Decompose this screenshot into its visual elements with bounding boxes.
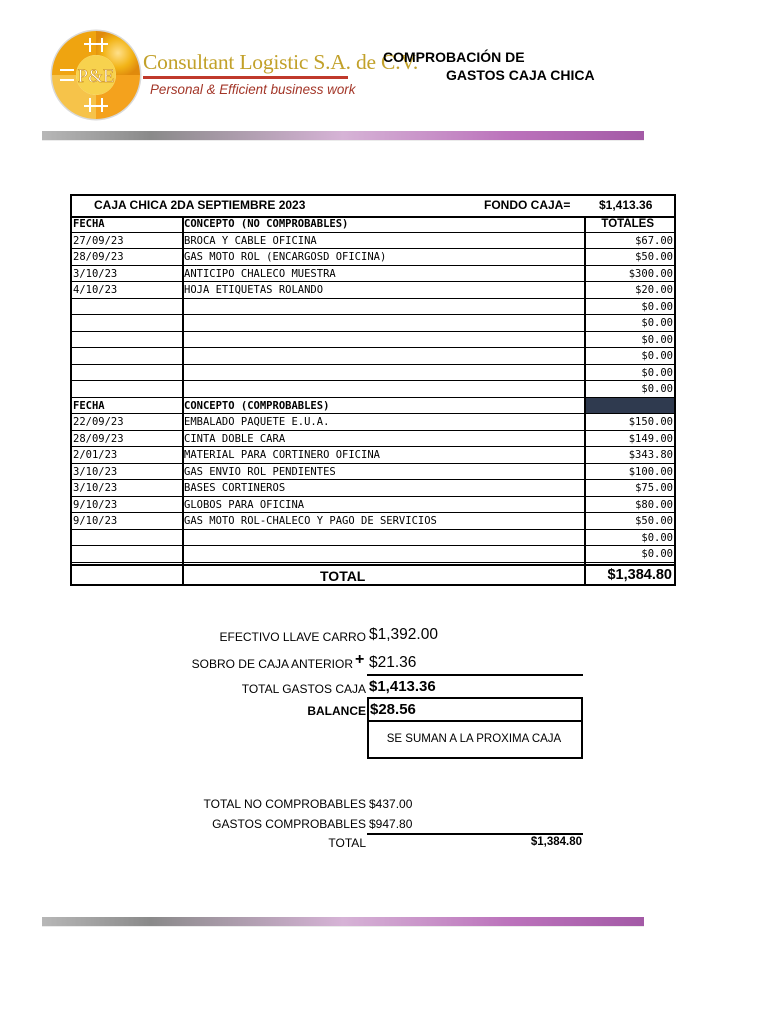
amount-cell: $80.00 [635,498,673,511]
amount-cell: $0.00 [641,548,673,560]
date-cell: 9/10/23 [73,515,118,527]
shaded-cell [585,398,674,414]
document-title-line-2: GASTOS CAJA CHICA [446,67,595,83]
concept-cell: MATERIAL PARA CORTINERO OFICINA [184,449,380,461]
ledger-total-label: TOTAL [320,568,366,584]
date-column-header: FECHA [73,218,105,230]
grand-total-label: TOTAL [328,836,366,850]
concept-cell: BROCA Y CABLE OFICINA [184,234,317,247]
amount-cell: $150.00 [628,416,673,428]
total-expenses-label: TOTAL GASTOS CAJA [241,682,366,696]
amount-cell: $75.00 [635,482,673,494]
company-tagline: Personal & Efficient business work [150,82,356,97]
amount-cell: $0.00 [641,350,673,362]
amount-cell: $149.00 [628,432,673,445]
cash-label: EFECTIVO LLAVE CARRO [219,630,366,644]
amount-cell: $0.00 [641,300,673,313]
document-title-line-1: COMPROBACIÓN DE [383,49,525,65]
amount-cell: $100.00 [628,465,673,478]
previous-surplus-value: $21.36 [369,654,417,671]
concept-cell: GAS MOTO ROL (ENCARGOSD OFICINA) [184,251,387,263]
concept-cell: BASES CORTINEROS [184,482,286,494]
column-divider [182,216,184,586]
company-name: Consultant Logistic S.A. de C.V. [143,50,419,74]
concept-column-header: CONCEPTO (COMPROBABLES) [184,399,330,412]
date-cell: 3/10/23 [73,465,118,478]
company-logo [50,22,142,128]
concept-cell: ANTICIPO CHALECO MUESTRA [184,267,336,280]
header-divider-stripe [42,131,644,140]
balance-box-divider [367,720,583,722]
date-cell: 3/10/23 [73,267,118,280]
date-cell: 28/09/23 [73,432,124,445]
petty-cash-ledger [70,194,676,586]
company-name-rule [143,76,348,79]
concept-column-header: CONCEPTO (NO COMPROBABLES) [184,218,349,230]
date-cell: 9/10/23 [73,498,118,511]
plus-sign: + [355,651,365,668]
fund-value: $1,413.36 [599,198,653,212]
amount-cell: $0.00 [641,383,673,395]
concept-cell: GAS ENVIO ROL PENDIENTES [184,465,336,478]
grand-total-value: $1,384.80 [530,836,582,848]
concept-cell: CINTA DOBLE CARA [184,432,286,445]
verifiable-expenses-value: $947.80 [369,817,413,831]
ledger-title-row [72,196,674,218]
verifiable-expenses-label: GASTOS COMPROBABLES [212,817,366,831]
amount-cell: $20.00 [635,284,673,296]
amount-cell: $67.00 [635,234,673,247]
amount-cell: $50.00 [635,515,673,527]
amount-cell: $343.80 [628,449,673,461]
date-cell: 27/09/23 [73,234,124,247]
sum-rule [367,674,583,676]
amount-cell: $0.00 [641,317,673,329]
amount-cell: $0.00 [641,333,673,346]
amount-cell: $50.00 [635,251,673,263]
logo-text: P&E [77,66,115,87]
balance-note: SE SUMAN A LA PROXIMA CAJA [386,733,562,745]
amount-cell: $0.00 [641,531,673,544]
fund-label: FONDO CAJA= [484,198,571,212]
column-divider [584,216,586,586]
date-cell: 22/09/23 [73,416,124,428]
non-verifiable-total-label: TOTAL NO COMPROBABLES [203,797,366,811]
previous-surplus-label: SOBRO DE CAJA ANTERIOR [191,657,353,671]
date-column-header: FECHA [73,399,105,412]
balance-label: BALANCE [307,704,366,718]
amount-cell: $0.00 [641,366,673,379]
concept-cell: HOJA ETIQUETAS ROLANDO [184,284,324,296]
grand-total-rule [367,833,583,835]
ledger-total-value: $1,384.80 [607,567,672,583]
concept-cell: GAS MOTO ROL-CHALECO Y PAGO DE SERVICIOS [184,515,437,527]
concept-cell: EMBALADO PAQUETE E.U.A. [184,416,330,428]
cash-value: $1,392.00 [369,626,438,643]
footer-divider-stripe [42,917,644,926]
amount-cell: $300.00 [628,267,673,280]
balance-value: $28.56 [370,701,416,718]
date-cell: 2/01/23 [73,449,118,461]
non-verifiable-total-value: $437.00 [369,797,413,811]
date-cell: 28/09/23 [73,251,124,263]
date-cell: 4/10/23 [73,284,118,296]
ledger-total-row [72,564,674,588]
ledger-title: CAJA CHICA 2DA SEPTIEMBRE 2023 [94,198,306,212]
date-cell: 3/10/23 [73,482,118,494]
total-expenses-value: $1,413.36 [369,678,436,695]
amount-column-header: TOTALES [601,218,654,230]
concept-cell: GLOBOS PARA OFICINA [184,498,305,511]
